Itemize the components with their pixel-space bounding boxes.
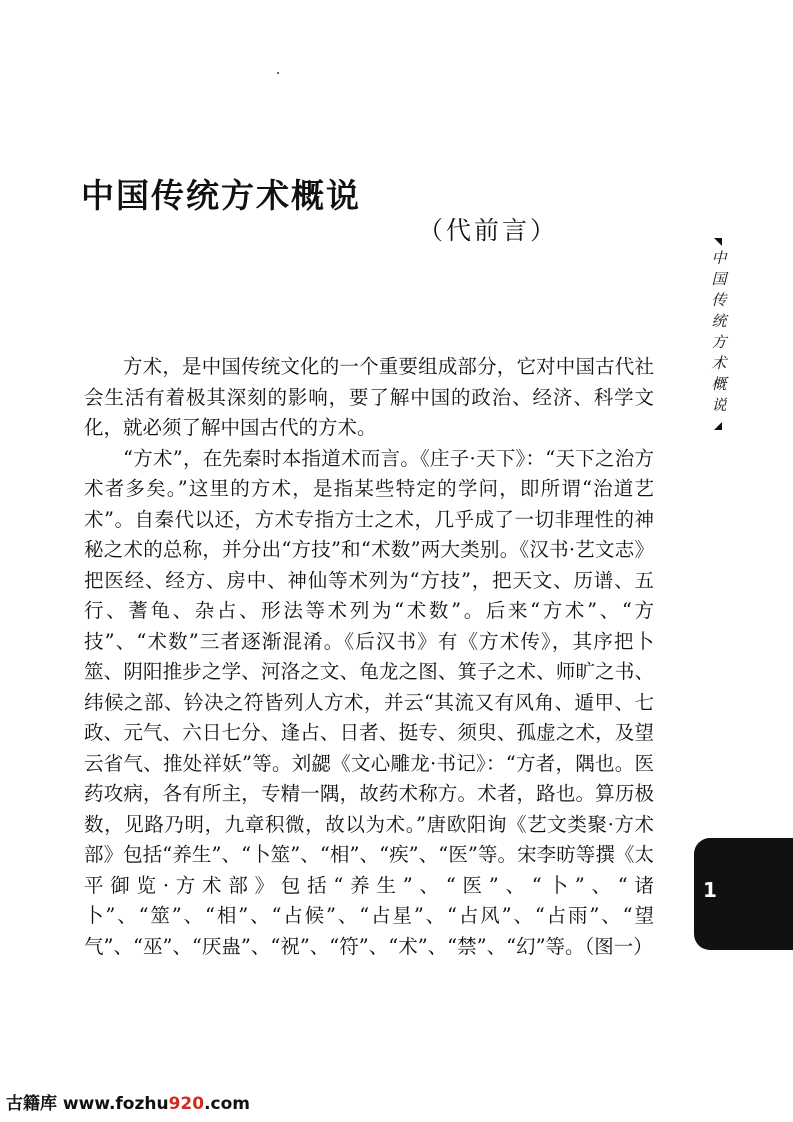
side-tab-text: 中国传统方术概说 bbox=[709, 250, 728, 418]
body-text bbox=[84, 352, 654, 962]
page-number: 1 bbox=[703, 878, 717, 902]
footer-url-prefix: www.fozhu bbox=[62, 1094, 169, 1114]
side-chapter-tab bbox=[705, 238, 731, 430]
footer-url-digits: 920 bbox=[168, 1094, 205, 1114]
footer-site-name: 古籍库 bbox=[6, 1094, 57, 1114]
page-title: 中国传统方术概说 bbox=[81, 176, 361, 215]
scan-speck bbox=[277, 72, 279, 74]
paragraph-1: 方术，是中国传统文化的一个重要组成部分，它对中国古代社会生活有着极其深刻的影响，要了解中国的政治、经济、科学文化，就必须了解中国古代的方术。 bbox=[84, 355, 654, 439]
footer-url-suffix: .com bbox=[204, 1094, 251, 1114]
watermark-footer bbox=[6, 1089, 250, 1114]
side-tab-top-mark-icon bbox=[714, 238, 722, 246]
paragraph-2: “方术”，在先秦时本指道术而言。《庄子·天下》：“天下之治方术者多矣。”这里的方术，是指某些特定的学问，即所谓“治道艺术”。自秦代以还，方术专指方士之术，几乎成了一切非理性的神秘之术的总称，并分出“方技”和“术数”两大类别。《汉书·艺文志》把医经、经方、房中、神仙等术列为“方技”，把天文、历谱、五行、蓍龟、杂占、形法等术列为“术数”。后来“方术”、“方技”、“术数”三者逐渐混淆。《后汉书》有《方术传》，其序把卜筮、阴阳推步之学、河洛之文、龟龙之图、箕子之术、师旷之书、纬候之部、钤决之符皆列人方术，并云“其流又有风角、遁甲、七政、元气、六日七分、逢占、日者、挺专、须臾、孤虚之术，及望云省气、推处祥妖”等。刘勰《文心雕龙·书记》：“方者，隅也。医药攻病，各有所主，专精一隅，故药术称方。术者，路也。算历极数，见路乃明，九章积微，故以为术。”唐欧阳询《艺文类聚·方术部》包括“养生”、“卜筮”、“相”、“疾”、“医”等。宋李昉等撰《太平御览·方术部》包括“养生”、“医”、“卜”、“诸卜”、“筮”、“相”、“占候”、“占星”、“占风”、“占雨”、“望气”、“巫”、“厌蛊”、“祝”、“符”、“术”、“禁”、“幻”等。（图一） bbox=[84, 446, 654, 958]
side-tab-bottom-mark-icon bbox=[714, 422, 722, 430]
page-subtitle: （代前言） bbox=[418, 216, 559, 245]
page-number-tab bbox=[694, 838, 793, 950]
